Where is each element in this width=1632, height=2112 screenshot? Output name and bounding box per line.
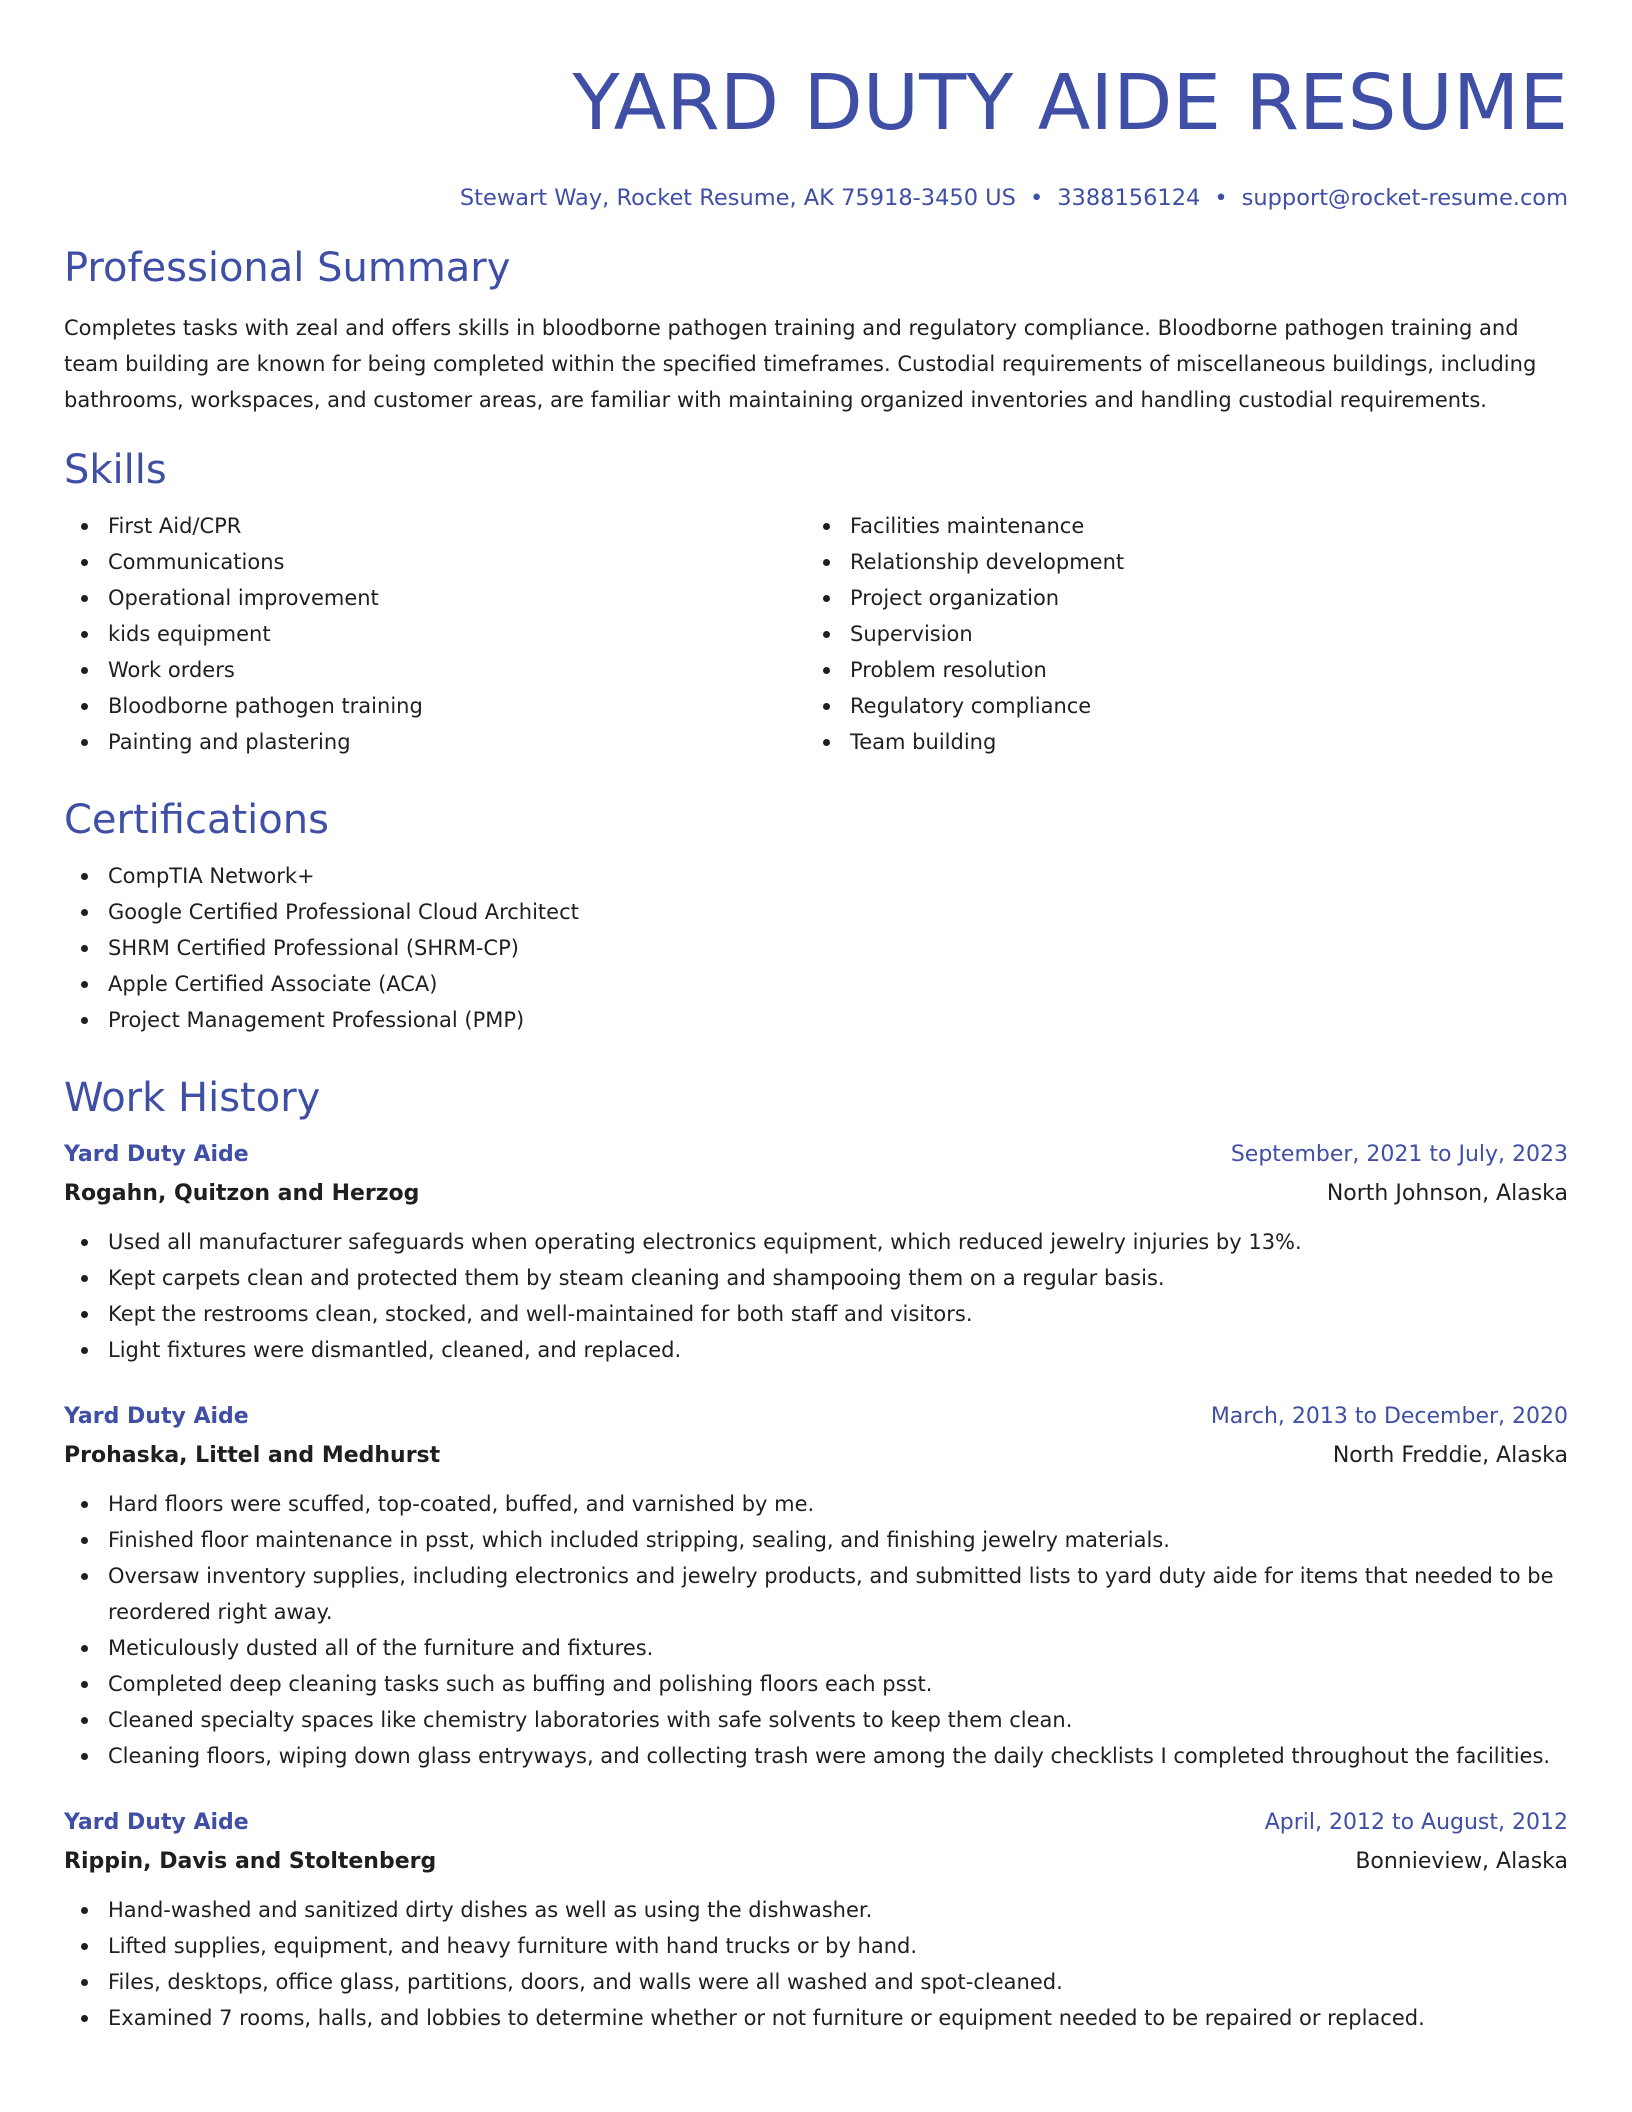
list-item: Oversaw inventory supplies, including electronics and jewelry products, and submitted lists to yard duty aide for items that needed to be reordered right away.: [64, 1558, 1568, 1630]
list-item: Kept the restrooms clean, stocked, and well-maintained for both staff and visitors.: [64, 1296, 1568, 1332]
job-header-row: [64, 1804, 1568, 1842]
contact-email: support@rocket-resume.com: [1241, 185, 1568, 211]
list-item: Supervision: [806, 616, 1548, 652]
certifications-list: [64, 858, 1568, 1038]
contact-separator: •: [1214, 185, 1228, 211]
section-title-work-history: Work History: [64, 1075, 321, 1121]
work-history-section: [64, 1072, 1568, 2036]
list-item: SHRM Certified Professional (SHRM-CP): [64, 930, 1568, 966]
job-title: Yard Duty Aide: [64, 1404, 249, 1429]
list-item: Facilities maintenance: [806, 508, 1548, 544]
list-item: Finished floor maintenance in psst, which included stripping, sealing, and finishing jewelry materials.: [64, 1522, 1568, 1558]
section-title-summary: Professional Summary: [64, 245, 511, 291]
job-location: North Freddie, Alaska: [1332, 1443, 1568, 1468]
job-dates: September, 2021 to July, 2023: [1230, 1142, 1568, 1167]
job-title: Yard Duty Aide: [64, 1810, 249, 1835]
list-item: Lifted supplies, equipment, and heavy furniture with hand trucks or by hand.: [64, 1928, 1568, 1964]
job-company-row: [64, 1174, 1568, 1214]
list-item: Cleaning floors, wiping down glass entryways, and collecting trash were among the daily checklists I completed throughout the facilities.: [64, 1738, 1568, 1774]
job-company: Rippin, Davis and Stoltenberg: [64, 1849, 437, 1874]
contact-address: Stewart Way, Rocket Resume, AK 75918-3450 US: [459, 185, 1016, 211]
skills-section: [64, 444, 1568, 760]
list-item: Hard floors were scuffed, top-coated, buffed, and varnished by me.: [64, 1486, 1568, 1522]
list-item: Project Management Professional (PMP): [64, 1002, 1568, 1038]
list-item: Communications: [64, 544, 806, 580]
job-title: Yard Duty Aide: [64, 1142, 249, 1167]
job-header-row: [64, 1136, 1568, 1174]
resume-page: [64, 0, 1568, 2036]
list-item: kids equipment: [64, 616, 806, 652]
contact-line: [64, 182, 1568, 214]
list-item: Meticulously dusted all of the furniture and fixtures.: [64, 1630, 1568, 1666]
list-item: Work orders: [64, 652, 806, 688]
list-item: Operational improvement: [64, 580, 806, 616]
summary-section: [64, 242, 1568, 418]
list-item: Bloodborne pathogen training: [64, 688, 806, 724]
section-title-skills: Skills: [64, 447, 167, 493]
job-entry: [64, 1804, 1568, 2036]
job-company: Prohaska, Littel and Medhurst: [64, 1443, 441, 1468]
job-dates: April, 2012 to August, 2012: [1264, 1810, 1568, 1835]
list-item: Project organization: [806, 580, 1548, 616]
list-item: Google Certified Professional Cloud Architect: [64, 894, 1568, 930]
list-item: Light fixtures were dismantled, cleaned, and replaced.: [64, 1332, 1568, 1368]
skills-columns: [64, 508, 1568, 760]
list-item: First Aid/CPR: [64, 508, 806, 544]
job-header-row: [64, 1398, 1568, 1436]
certifications-section: [64, 794, 1568, 1038]
list-item: Relationship development: [806, 544, 1548, 580]
job-company-row: [64, 1842, 1568, 1882]
list-item: Team building: [806, 724, 1548, 760]
skills-list-left: [64, 508, 806, 760]
list-item: Used all manufacturer safeguards when operating electronics equipment, which reduced jewelry injuries by 13%.: [64, 1224, 1568, 1260]
list-item: CompTIA Network+: [64, 858, 1568, 894]
skills-list-right: [806, 508, 1548, 760]
list-item: Regulatory compliance: [806, 688, 1548, 724]
list-item: Problem resolution: [806, 652, 1548, 688]
job-company-row: [64, 1436, 1568, 1476]
contact-phone: 3388156124: [1057, 185, 1201, 211]
list-item: Files, desktops, office glass, partitions, doors, and walls were all washed and spot-cleaned.: [64, 1964, 1568, 2000]
job-location: North Johnson, Alaska: [1326, 1181, 1568, 1206]
section-title-certifications: Certifications: [64, 797, 329, 843]
job-bullets: [64, 1224, 1568, 1368]
job-entry: [64, 1398, 1568, 1774]
job-bullets: [64, 1892, 1568, 2036]
job-company: Rogahn, Quitzon and Herzog: [64, 1181, 420, 1206]
resume-title: YARD DUTY AIDE RESUME: [572, 59, 1568, 148]
list-item: Completed deep cleaning tasks such as buffing and polishing floors each psst.: [64, 1666, 1568, 1702]
list-item: Hand-washed and sanitized dirty dishes as well as using the dishwasher.: [64, 1892, 1568, 1928]
summary-text: Completes tasks with zeal and offers skills in bloodborne pathogen training and regulatory compliance. Bloodborne pathogen training and team building are known for being completed within the specified timeframes. Custodial requirements of miscellaneous buildings, including bathrooms, workspaces, and customer areas, are familiar with maintaining organized inventories and handling custodial requirements.: [64, 316, 1537, 412]
list-item: Apple Certified Associate (ACA): [64, 966, 1568, 1002]
job-entry: [64, 1136, 1568, 1368]
contact-separator: •: [1029, 185, 1044, 211]
job-location: Bonnieview, Alaska: [1355, 1849, 1568, 1874]
list-item: Painting and plastering: [64, 724, 806, 760]
list-item: Examined 7 rooms, halls, and lobbies to determine whether or not furniture or equipment needed to be repaired or replaced.: [64, 2000, 1568, 2036]
job-bullets: [64, 1486, 1568, 1774]
job-dates: March, 2013 to December, 2020: [1210, 1404, 1568, 1429]
list-item: Cleaned specialty spaces like chemistry laboratories with safe solvents to keep them clean.: [64, 1702, 1568, 1738]
list-item: Kept carpets clean and protected them by steam cleaning and shampooing them on a regular basis.: [64, 1260, 1568, 1296]
resume-header: [64, 0, 1568, 214]
